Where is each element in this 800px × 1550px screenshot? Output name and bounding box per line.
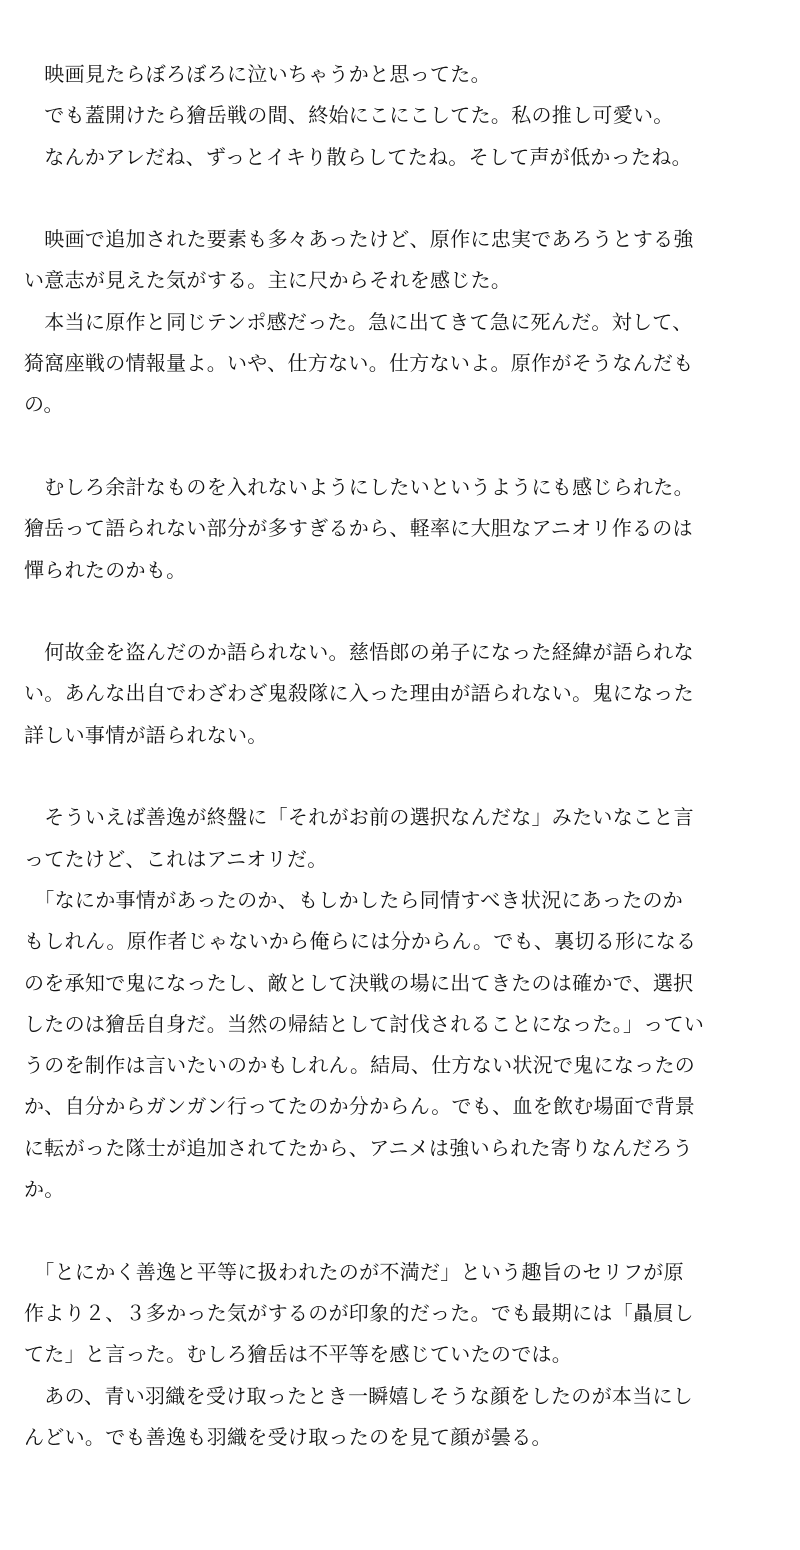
text-line: うのを制作は言いたいのかもしれん。結局、仕方ない状況で鬼になったの bbox=[24, 1053, 696, 1078]
text-line: 「なにか事情があったのか、もしかしたら同情すべき状況にあったのか bbox=[24, 887, 684, 912]
text-line: か、自分からガンガン行ってたのか分からん。でも、血を飲む場面で背景 bbox=[24, 1094, 696, 1119]
text-line: 獪岳って語られない部分が多すぎるから、軽率に大胆なアニオリ作るのは bbox=[24, 516, 693, 541]
text-line: 何故金を盗んだのか語られない。慈悟郎の弟子になった経緯が語られな bbox=[24, 640, 694, 665]
text-line: 作より２、３多かった気がするのが印象的だった。でも最期には「贔屓し bbox=[24, 1300, 694, 1325]
text-line: 「とにかく善逸と平等に扱われたのが不満だ」という趣旨のセリフが原 bbox=[24, 1259, 684, 1284]
text-line: あの、青い羽織を受け取ったとき一瞬嬉しそうな顔をしたのが本当にし bbox=[24, 1383, 694, 1408]
text-line: ってたけど、これはアニオリだ。 bbox=[24, 846, 328, 871]
text-line: でも蓋開けたら獪岳戦の間、終始にこにこしてた。私の推し可愛い。 bbox=[24, 103, 674, 128]
text-line: の。 bbox=[24, 392, 64, 417]
text-line: したのは獪岳自身だ。当然の帰結として討伐されることになった。」ってい bbox=[24, 1011, 705, 1036]
blank-line bbox=[24, 426, 794, 467]
text-line: 映画見たらぼろぼろに泣いちゃうかと思ってた。 bbox=[24, 62, 491, 86]
text-line: 映画で追加された要素も多々あったけど、原作に忠実であろうとする強 bbox=[24, 227, 694, 252]
text-line: 猗窩座戦の情報量よ。いや、仕方ない。仕方ないよ。原作がそうなんだも bbox=[24, 351, 694, 376]
text-line: 詳しい事情が語られない。 bbox=[24, 722, 268, 747]
text-line: に転がった隊士が追加されてたから、アニメは強いられた寄りなんだろう bbox=[24, 1135, 693, 1160]
text-line: そういえば善逸が終盤に「それがお前の選択なんだな」みたいなこと言 bbox=[24, 805, 694, 830]
text-line: 憚られたのかも。 bbox=[24, 557, 187, 582]
text-line: もしれん。原作者じゃないから俺らには分からん。でも、裏切る形になる bbox=[24, 929, 697, 954]
blank-line bbox=[24, 178, 794, 219]
text-line: い。あんな出自でわざわざ鬼殺隊に入った理由が語られない。鬼になった bbox=[24, 681, 694, 706]
text-line: んどい。でも善逸も羽織を受け取ったのを見て顔が曇る。 bbox=[24, 1424, 552, 1449]
text-line: い意志が見えた気がする。主に尺からそれを感じた。 bbox=[24, 268, 512, 293]
text-line: なんかアレだね、ずっとイキり散らしてたね。そして声が低かったね。 bbox=[24, 144, 692, 169]
blank-line bbox=[24, 756, 794, 797]
blank-line bbox=[24, 591, 794, 632]
text-line: てた」と言った。むしろ獪岳は不平等を感じていたのでは。 bbox=[24, 1342, 573, 1367]
blank-line bbox=[24, 1210, 794, 1251]
text-line: のを承知で鬼になったし、敵として決戦の場に出てきたのは確かで、選択 bbox=[24, 970, 694, 995]
text-line: か。 bbox=[24, 1177, 65, 1202]
text-line: 本当に原作と同じテンポ感だった。急に出てきて急に死んだ。対して、 bbox=[24, 309, 693, 334]
text-line: むしろ余計なものを入れないようにしたいというようにも感じられた。 bbox=[24, 474, 694, 499]
article-body bbox=[24, 54, 794, 1458]
